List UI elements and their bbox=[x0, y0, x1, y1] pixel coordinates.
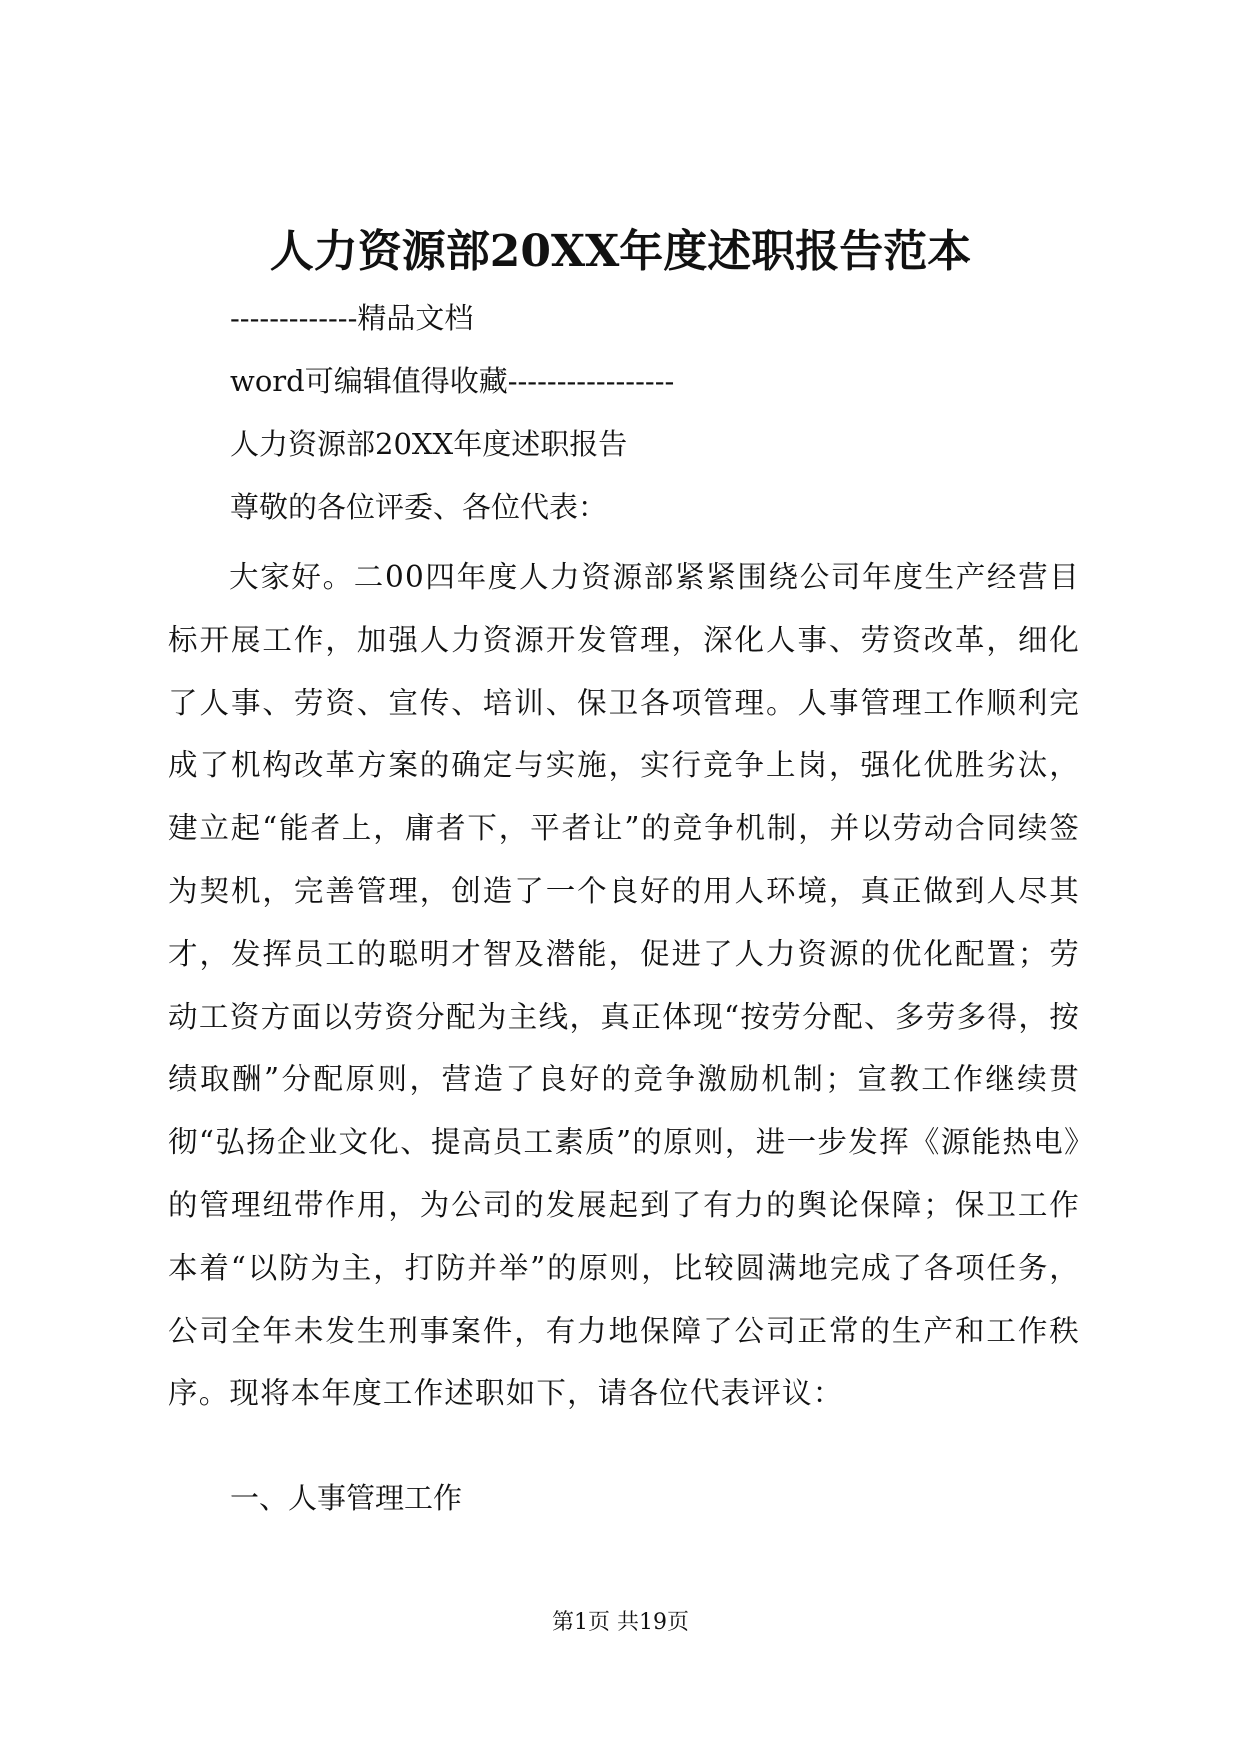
body-paragraph: 大家好。二00四年度人力资源部紧紧围绕公司年度生产经营目标开展工作，加强人力资源开发管理，深化人事、劳资改革，细化了人事、劳资、宣传、培训、保卫各项管理。人事管理工作顺利完成了机构改革方案的确定与实施，实行竞争上岗，强化优胜劣汰，建立起“能者上，庸者下，平者让”的竞争机制，并以劳动合同续签为契机，完善管理，创造了一个良好的用人环境，真正做到人尽其才，发挥员工的聪明才智及潜能，促进了人力资源的优化配置；劳动工资方面以劳资分配为主线，真正体现“按劳分配、多劳多得，按绩取酬”分配原则，营造了良好的竞争激励机制；宣教工作继续贯彻“弘扬企业文化、提高员工素质”的原则，进一步发挥《源能热电》的管理纽带作用，为公司的发展起到了有力的舆论保障；保卫工作本着“以防为主，打防并举”的原则，比较圆满地完成了各项任务，公司全年未发生刑事案件，有力地保障了公司正常的生产和工作秩序。现将本年度工作述职如下，请各位代表评议： bbox=[168, 560, 1080, 1411]
report-subtitle: 人力资源部20XX年度述职报告 bbox=[230, 427, 628, 461]
section-heading: 一、人事管理工作 bbox=[230, 1481, 463, 1515]
header-line-2: word可编辑值得收藏----------------- bbox=[230, 364, 675, 398]
document-title: 人力资源部20XX年度述职报告范本 bbox=[269, 226, 972, 277]
salutation: 尊敬的各位评委、各位代表： bbox=[230, 490, 608, 524]
page-footer: 第1页 共19页 bbox=[552, 1610, 689, 1635]
header-line-1: -------------精品文档 bbox=[230, 301, 474, 335]
